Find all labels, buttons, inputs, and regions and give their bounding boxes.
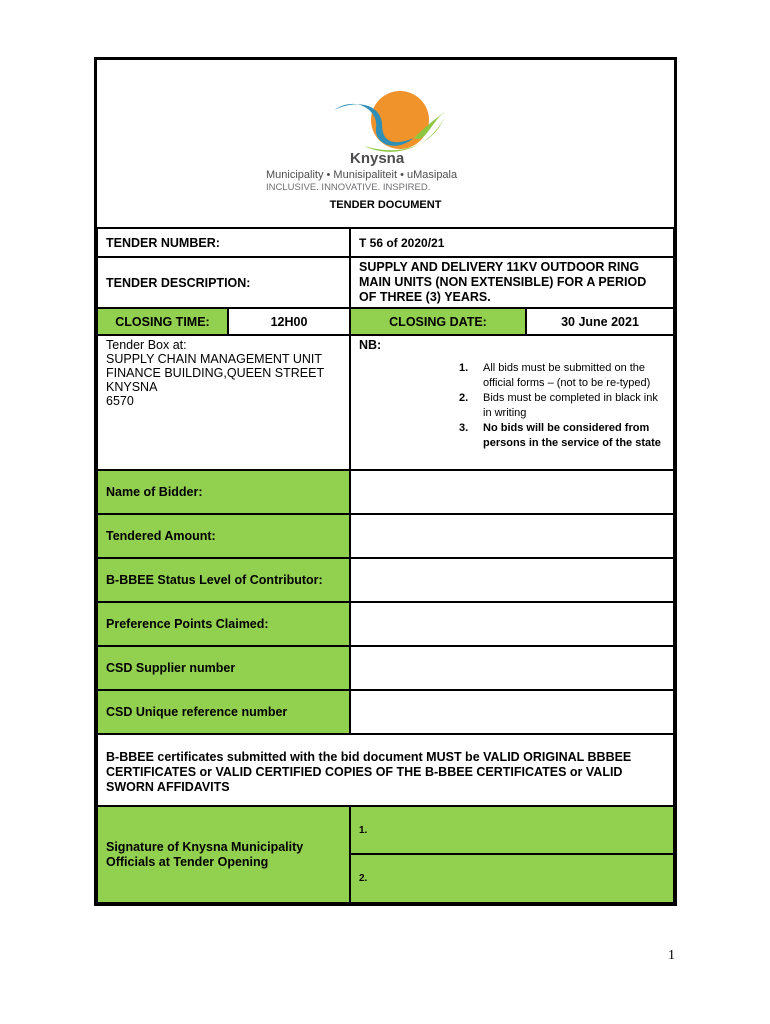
csd-supplier-label: CSD Supplier number	[106, 661, 236, 675]
tender-number-label-cell	[97, 228, 350, 257]
page-number: 1	[668, 948, 675, 963]
closing-time-label: CLOSING TIME:	[115, 314, 210, 329]
signature-label-cell	[97, 806, 350, 903]
signature-slot-1[interactable]	[350, 806, 674, 854]
nb-item-text: Bids must be completed in black ink in writing	[483, 392, 658, 419]
csd-reference-label-cell	[97, 690, 350, 734]
nb-item-number: 2.	[459, 392, 469, 404]
signature-label: Signature of Knysna Municipality Officials at Tender Opening	[106, 839, 304, 869]
logo-emblem-icon	[264, 88, 514, 156]
csd-supplier-field[interactable]	[350, 646, 674, 690]
closing-date-label-cell	[350, 308, 526, 335]
tender-box-line: KNYSNA	[106, 380, 158, 394]
signature-slot-2[interactable]	[350, 854, 674, 903]
tender-description-label: TENDER DESCRIPTION:	[106, 275, 251, 290]
tender-number-label: TENDER NUMBER:	[106, 235, 220, 250]
nb-cell	[350, 335, 674, 470]
nb-item-number: 3.	[459, 422, 469, 434]
nb-item	[459, 361, 665, 391]
tender-description-value-cell	[350, 257, 674, 308]
nb-item	[459, 391, 665, 421]
nb-item-number: 1.	[459, 362, 469, 374]
tender-number-value-cell	[350, 228, 674, 257]
document-title: TENDER DOCUMENT	[329, 199, 442, 211]
closing-time-value: 12H00	[270, 314, 308, 329]
bbbee-notice-cell	[97, 734, 674, 806]
preference-points-label: Preference Points Claimed:	[106, 617, 269, 631]
tender-number-value: T 56 of 2020/21	[359, 235, 445, 250]
tender-box-label: Tender Box at:	[106, 338, 187, 352]
logo-slogan: INCLUSIVE. INNOVATIVE. INSPIRED.	[266, 182, 431, 193]
bidder-name-label-cell	[97, 470, 350, 514]
bbbee-level-field[interactable]	[350, 558, 674, 602]
tendered-amount-field[interactable]	[350, 514, 674, 558]
bbbee-level-label-cell	[97, 558, 350, 602]
signature-slot-number: 1.	[359, 824, 368, 836]
knysna-logo	[264, 88, 514, 196]
nb-item-text: All bids must be submitted on the official forms – (not to be re-typed)	[483, 362, 651, 389]
tender-description-label-cell	[97, 257, 350, 308]
csd-supplier-label-cell	[97, 646, 350, 690]
preference-points-field[interactable]	[350, 602, 674, 646]
tender-description-value: SUPPLY AND DELIVERY 11KV OUTDOOR RING MAIN UNITS (NON EXTENSIBLE) FOR A PERIOD OF THREE (3) YEARS.	[359, 260, 647, 304]
bidder-name-field[interactable]	[350, 470, 674, 514]
tendered-amount-label-cell	[97, 514, 350, 558]
csd-reference-label: CSD Unique reference number	[106, 705, 288, 719]
closing-date-label: CLOSING DATE:	[389, 314, 487, 329]
nb-label: NB:	[359, 338, 382, 352]
logo-subtitle: Municipality • Munisipaliteit • uMasipala	[266, 169, 458, 181]
bbbee-level-label: B-BBEE Status Level of Contributor:	[106, 573, 323, 587]
tender-box-line: SUPPLY CHAIN MANAGEMENT UNIT	[106, 352, 323, 366]
csd-reference-field[interactable]	[350, 690, 674, 734]
nb-item-text: No bids will be considered from persons in the service of the state	[483, 422, 661, 449]
closing-time-value-cell	[228, 308, 350, 335]
signature-slot-number: 2.	[359, 873, 368, 884]
logo-name: Knysna	[350, 150, 405, 167]
tendered-amount-label: Tendered Amount:	[106, 529, 216, 543]
tender-box-line: FINANCE BUILDING,QUEEN STREET	[106, 366, 325, 380]
nb-list	[459, 361, 665, 451]
closing-date-value: 30 June 2021	[561, 314, 639, 329]
nb-item	[459, 421, 665, 451]
tender-box-cell	[97, 335, 350, 470]
closing-date-value-cell	[526, 308, 674, 335]
tender-box-line: 6570	[106, 394, 134, 408]
bbbee-notice: B-BBEE certificates submitted with the bid document MUST be VALID ORIGINAL BBBEE CERTIFICATES or VALID CERTIFIED COPIES OF THE B-BBEE CERTIFICATES or VALID SWORN AFFIDAVITS	[106, 750, 632, 794]
closing-time-label-cell	[97, 308, 228, 335]
bidder-name-label: Name of Bidder:	[106, 485, 203, 499]
preference-points-label-cell	[97, 602, 350, 646]
